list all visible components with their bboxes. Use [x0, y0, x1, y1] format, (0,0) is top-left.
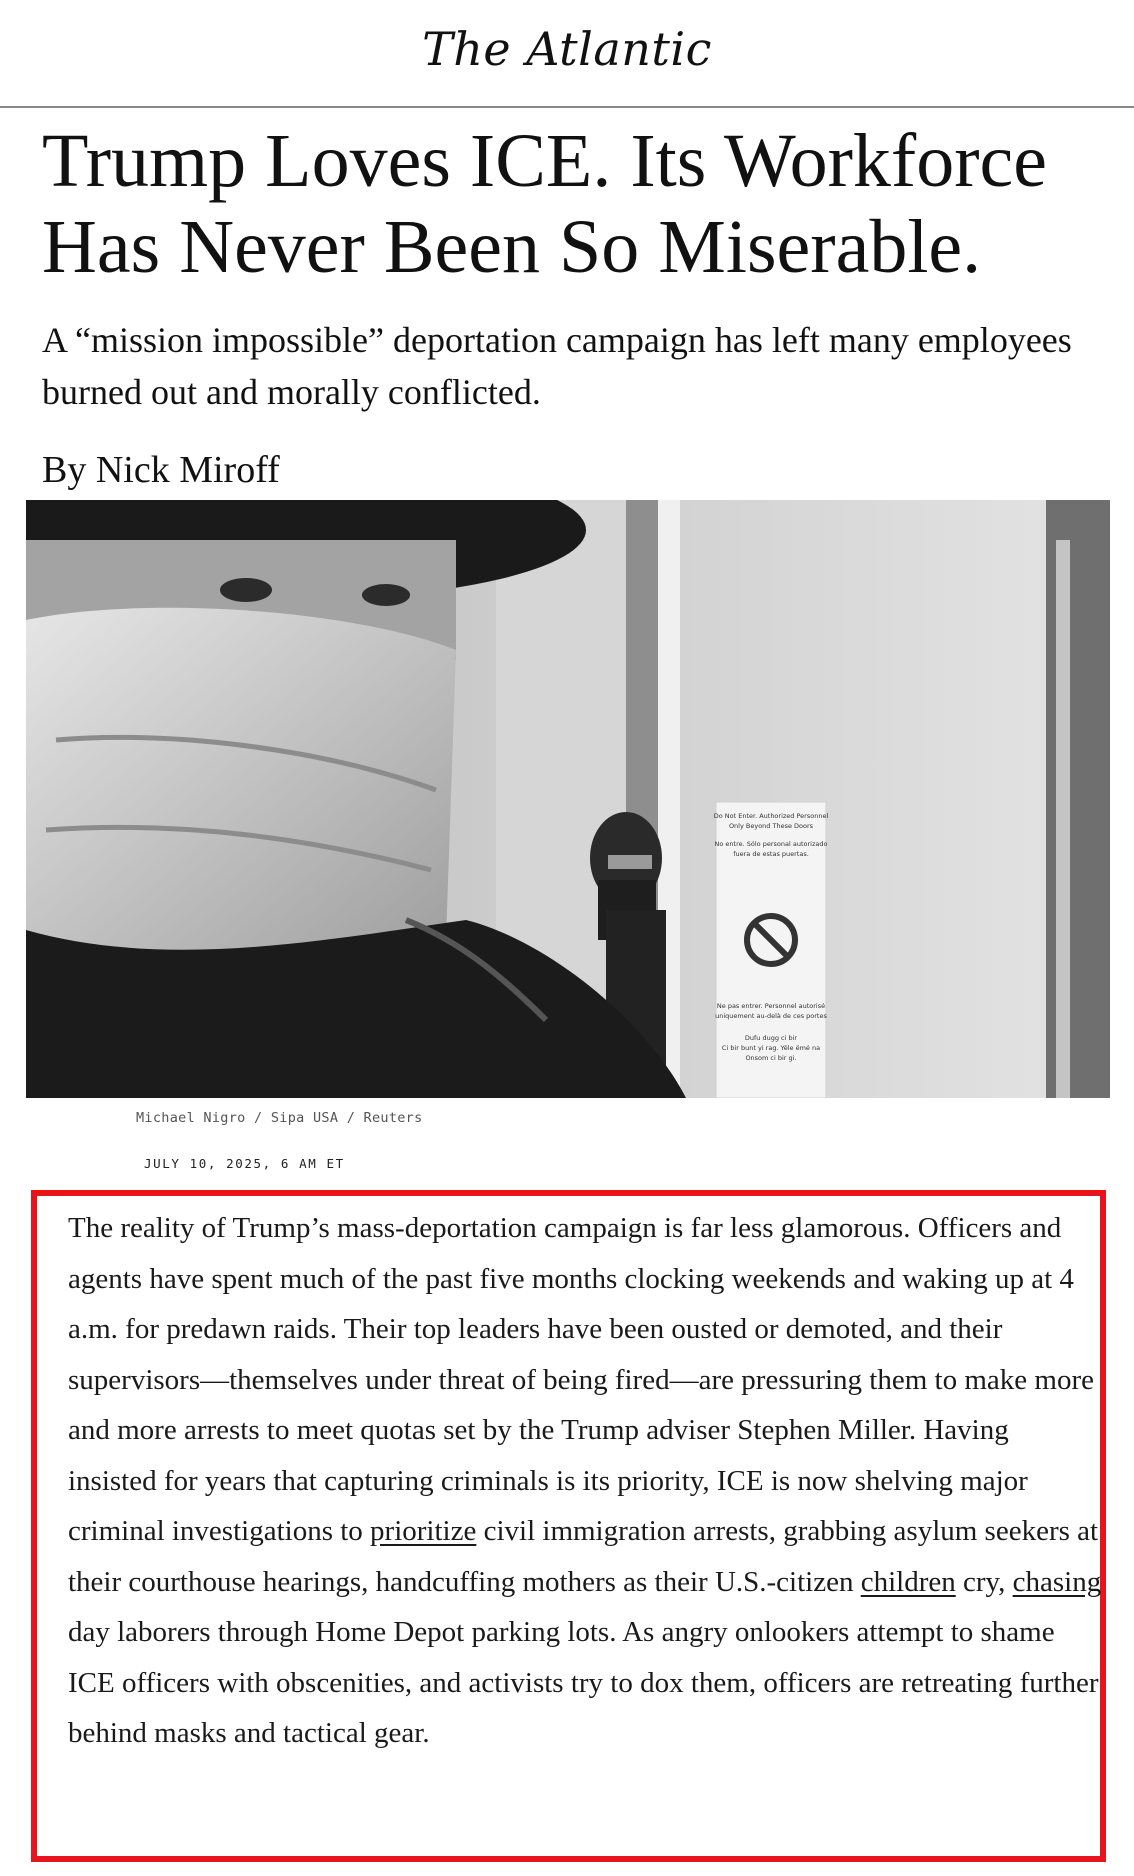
link-children[interactable]: children — [860, 1565, 956, 1598]
lead-photo — [26, 500, 1110, 1098]
sign-text-line: Dufu dugg ci bir — [744, 1034, 798, 1042]
sign-text-line: Onsom ci bir gi. — [745, 1054, 797, 1062]
masthead — [0, 0, 1134, 108]
publish-date: JULY 10, 2025, 6 AM ET — [144, 1156, 345, 1171]
sign-text-line: No entre. Sólo personal autorizado — [714, 840, 828, 848]
sign-text-line: Ci bir bunt yi rag. Yële ëmé na — [721, 1044, 821, 1052]
body-text-segment: civil immigration arrests, grabbing asylum seekers at their courthouse hearings, handcuffing mothers as their U.S.-citizen — [68, 1515, 1099, 1598]
article-dek: A “mission impossible” deportation campaign has left many employees burned out and morally conflicted. — [42, 320, 1072, 412]
article-headline: Trump Loves ICE. Its Workforce Has Never Been So Miserable. — [42, 119, 1047, 289]
sign-text-line: Ne pas entrer. Personnel autorisé — [716, 1002, 826, 1010]
photo-credit: Michael Nigro / Sipa USA / Reuters — [136, 1110, 423, 1126]
lead-photo-illustration — [26, 500, 1110, 1098]
article-body-paragraph — [68, 1203, 1104, 1759]
link-chasing[interactable]: chasing — [1012, 1565, 1102, 1598]
link-prioritize[interactable]: prioritize — [370, 1515, 477, 1547]
site-logo[interactable]: The Atlantic — [422, 22, 712, 76]
sign-text-line: fuera de estas puertas. — [733, 850, 809, 858]
byline[interactable]: By Nick Miroff — [42, 449, 280, 491]
body-text-segment: cry, — [955, 1565, 1013, 1598]
sign-text-line: Only Beyond These Doors — [728, 822, 814, 830]
sign-text-line: uniquement au-delà de ces portes — [715, 1012, 827, 1020]
sign-text-line: Do Not Enter. Authorized Personnel — [713, 812, 829, 820]
body-text-segment: The reality of Trump’s mass-deportation campaign is far less glamorous. Officers and agents have spent much of the past five months clocking weekends and waking up at 4 a.m. for predawn raids. Their top leaders have been ousted or demoted, and their supervisors—themselves under threat of being fired—are pressuring them to make more and more arrests to meet quotas set by the Trump adviser Stephen Miller. Having insisted for years that capturing criminals is its priority, ICE is now shelving major criminal investigations to — [68, 1212, 1094, 1547]
body-text-segment: day laborers through Home Depot parking lots. As angry onlookers attempt to shame ICE officers with obscenities, and activists try to dox them, officers are retreating further behind masks and tactical gear. — [68, 1616, 1099, 1749]
